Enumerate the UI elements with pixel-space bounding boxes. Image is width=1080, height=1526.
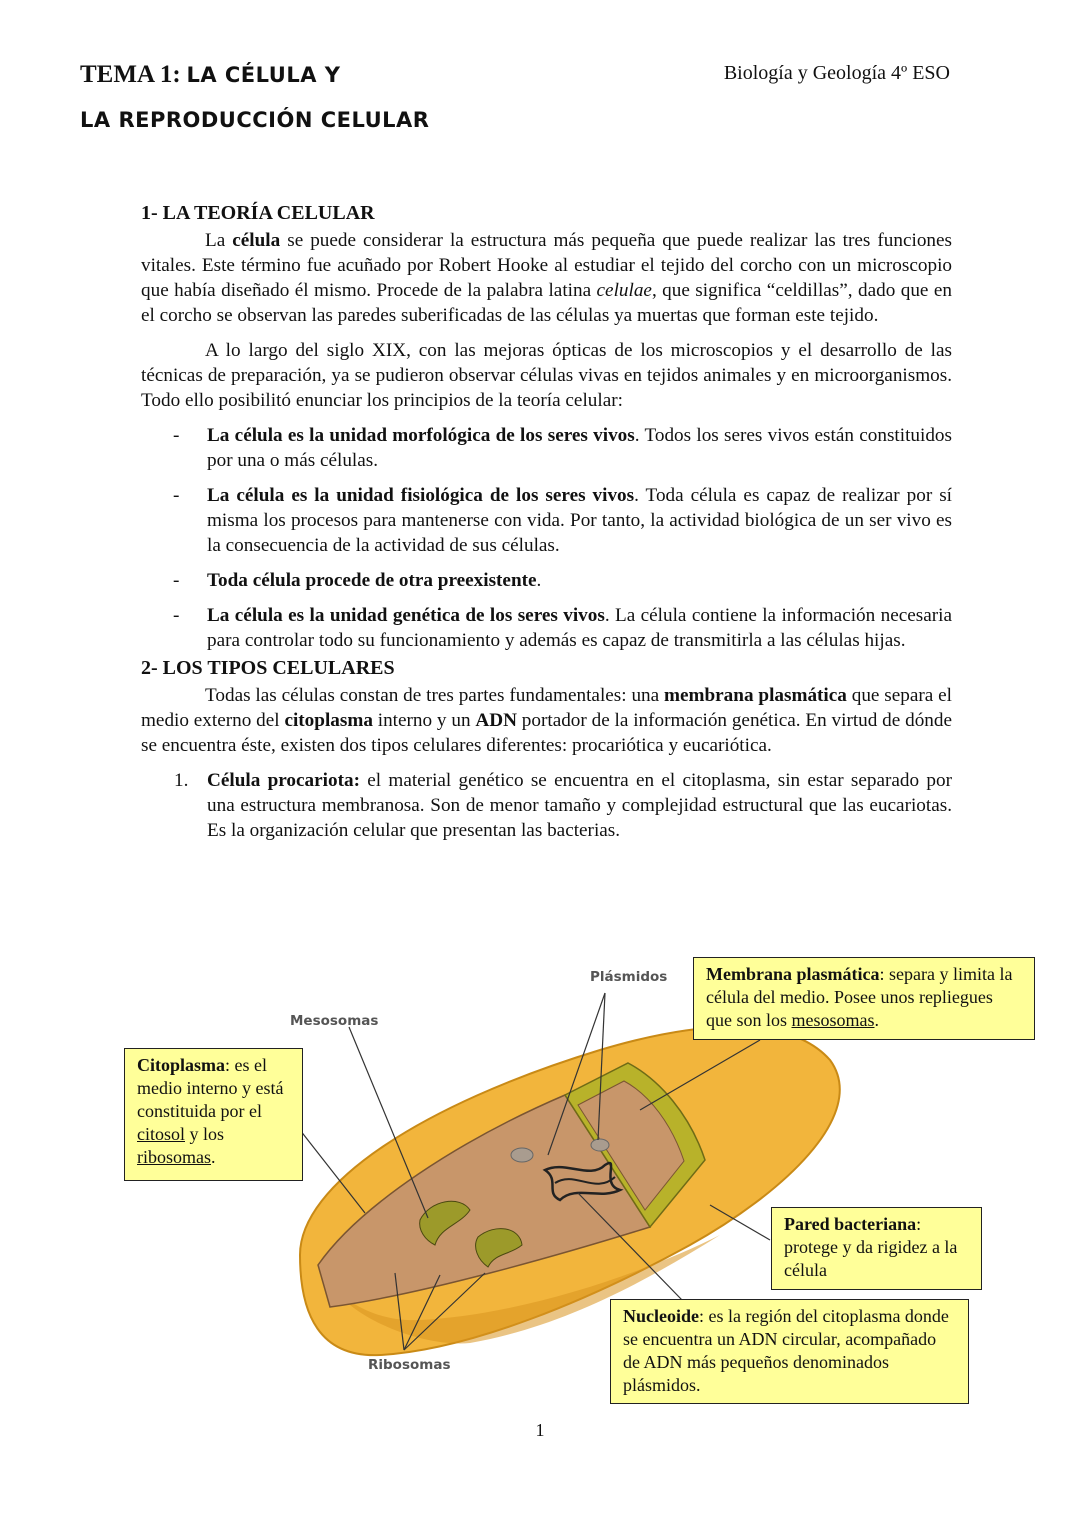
list-item: 1. Célula procariota: el material genético se encuentra en el citoplasma, sin estar separado por una estructura membranosa. Son de menor tamaño y complejidad estructural que las eucariotas. Es la organización celular que presentan las bacterias. — [174, 770, 952, 841]
section2-title: 2- LOS TIPOS CELULARES — [141, 657, 395, 679]
plasmid — [511, 1148, 533, 1162]
tema-title-line2: LA REPRODUCCIÓN CELULAR — [80, 108, 430, 132]
list-item: - Toda célula procede de otra preexistente. — [173, 570, 542, 591]
prokaryotic-cell-figure — [0, 955, 1080, 1415]
section1-paragraph2: A lo largo del siglo XIX, con las mejoras ópticas de los microscopios y el desarrollo de las técnicas de preparación, ya se pudieron observar células vivas en tejidos animales y en microorganismos. Todo ello posibilitó enunciar los principios de la teoría celular: — [141, 340, 952, 411]
citoplasma-box: Citoplasma: es el medio interno y está constituida por el citosol y los ribosomas. — [124, 1048, 303, 1181]
tema-prefix: TEMA 1 — [80, 61, 173, 88]
tema-title-line1: LA CÉLULA Y — [186, 63, 341, 87]
cell-types-list — [141, 768, 952, 843]
list-item: - La célula es la unidad fisiológica de los seres vivos. Toda célula es capaz de realizar por sí misma los procesos para mantenerse con vida. Por tanto, la actividad biológica de un ser vivo es la consecuencia de la actividad de sus células. — [173, 485, 952, 556]
label-plasmidos: Plásmidos — [590, 969, 668, 985]
membrana-plasmatica-box: Membrana plasmática: separa y limita la célula del medio. Posee unos repliegues que son los mesosomas. — [693, 957, 1035, 1040]
section1-paragraph1: La célula se puede considerar la estructura más pequeña que puede realizar las tres funciones vitales. Este término fue acuñado por Robert Hooke al estudiar el tejido del corcho con un microscopio que había diseñado él mismo. Procede de la palabra latina celulae, que significa “celdillas”, dado que en el corcho se observan las paredes suberificadas de las células ya muertas que forman este tejido. — [141, 230, 952, 326]
nucleoide-box: Nucleoide: es la región del citoplasma donde se encuentra un ADN circular, acompañado de ADN más pequeños denominados plásmidos. — [610, 1299, 969, 1404]
plasmid — [591, 1139, 609, 1151]
pared-bacteriana-box: Pared bacteriana: protege y da rigidez a la célula — [771, 1207, 982, 1290]
page-number: 1 — [535, 1420, 545, 1440]
section2-paragraph1: Todas las células constan de tres partes fundamentales: una membrana plasmática que separa el medio externo del citoplasma interno y un ADN portador de la información genética. En virtud de dónde se encuentra éste, existen dos tipos celulares diferentes: procariótica y eucariótica. — [141, 685, 953, 756]
document-header-title: TEMA 1: LA CÉLULA Y LA REPRODUCCIÓN CELULAR — [80, 58, 680, 132]
section1-title: 1- LA TEORÍA CELULAR — [141, 202, 375, 224]
label-mesosomas: Mesosomas — [290, 1013, 379, 1029]
document-body — [141, 200, 952, 843]
label-ribosomas: Ribosomas — [368, 1357, 451, 1373]
subject-label: Biología y Geología 4º ESO — [723, 62, 950, 84]
list-item: - La célula es la unidad genética de los seres vivos. La célula contiene la información necesaria para controlar todo su funcionamiento y además es capaz de transmitirla a las células hijas. — [173, 605, 952, 651]
list-item: - La célula es la unidad morfológica de los seres vivos. Todos los seres vivos están constituidos por una o más células. — [173, 425, 952, 471]
theory-principles-list — [141, 423, 952, 653]
